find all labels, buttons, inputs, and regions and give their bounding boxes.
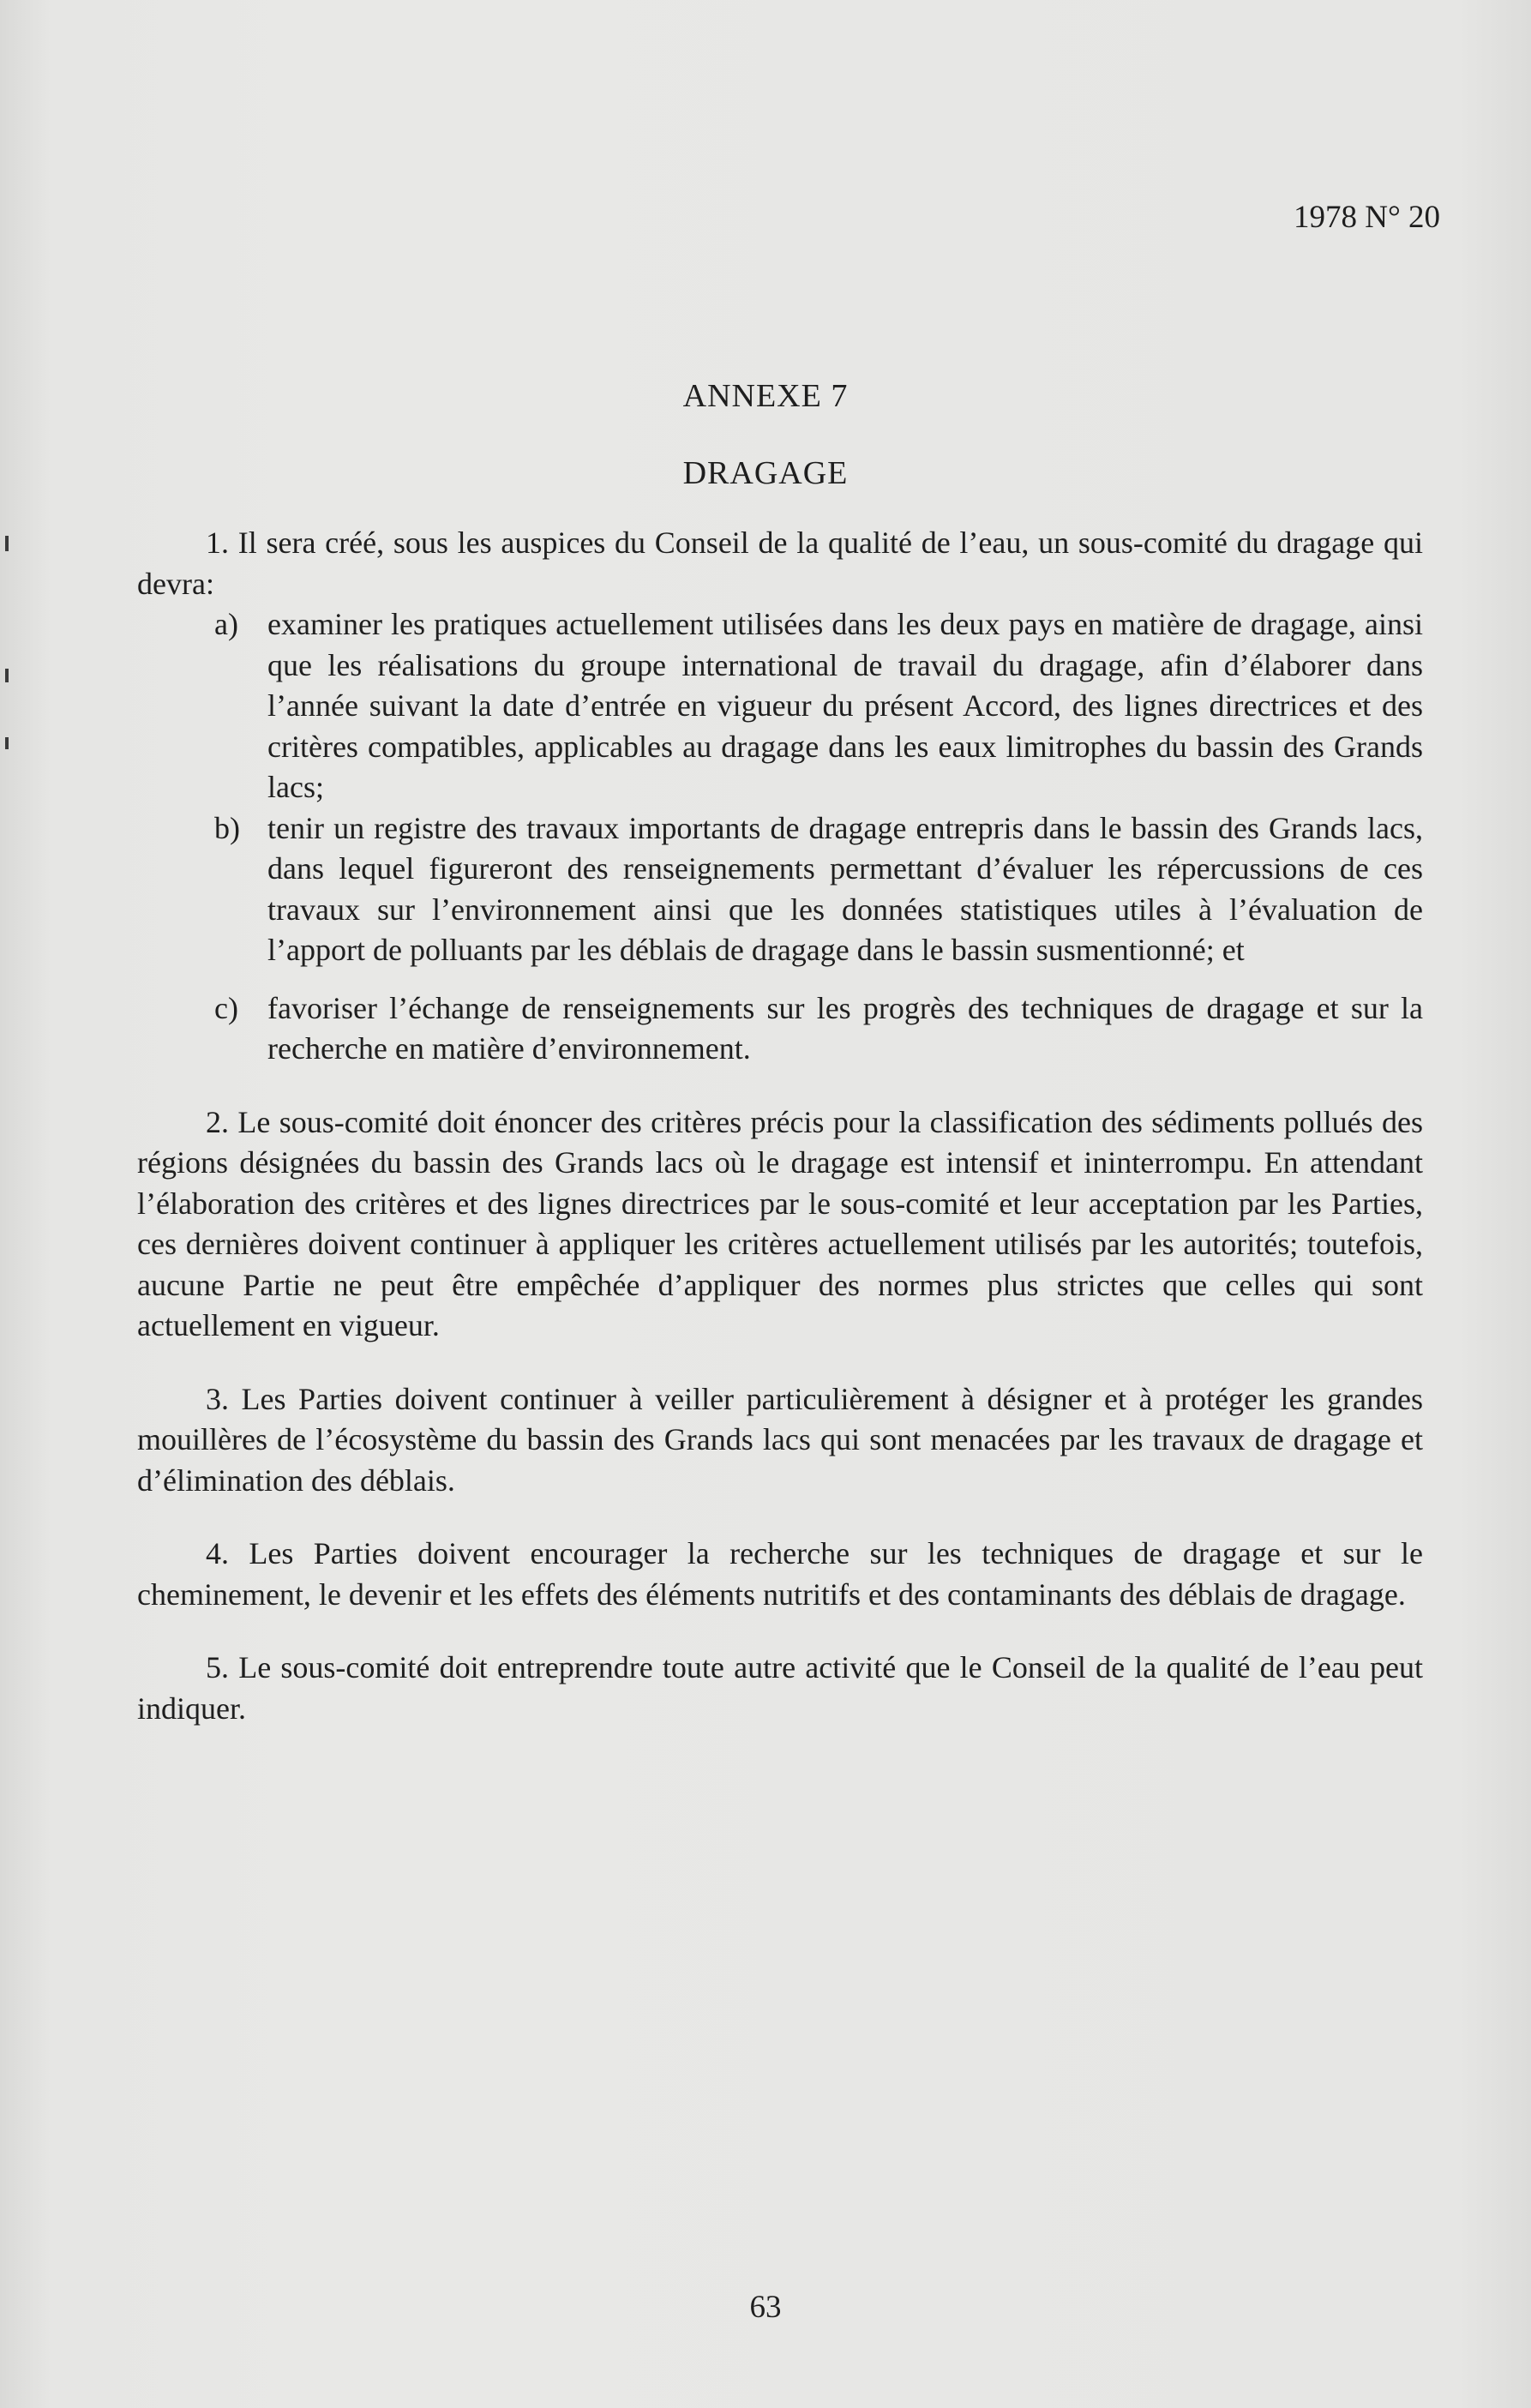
paragraph-2: 2. Le sous-comité doit énoncer des critères précis pour la classification des sédiments pollués des régions désignées du bassin des Grands lacs où le dragage est intensif et ininterrompu. En attendant l’élaboration des critères et des lignes directrices par le sous-comité et leur acceptation par les Parties, ces dernières doivent continuer à appliquer les critères actuellement utilisés par les autorités; toutefois, aucune Partie ne peut être empêchée d’appliquer des normes plus strictes que celles qui sont actuellement en vigueur. xyxy=(137,1104,1423,1342)
annex-subtitle: DRAGAGE xyxy=(682,455,849,491)
annex-title: ANNEXE 7 xyxy=(682,378,849,414)
page-number: 63 xyxy=(749,2290,782,2325)
list-item-letter: c) xyxy=(214,990,238,1025)
list-item xyxy=(214,604,1423,808)
list-item-text: tenir un registre des travaux importants de dragage entrepris dans le bassin des Grands lacs, dans lequel figureront des renseignements permettant d’évaluer les répercussions de ces travaux sur l’environnement ainsi que les données statistiques utiles à l’évaluation de l’apport de polluants par les déblais de dragage dans le bassin susmentionné; et xyxy=(267,810,1423,967)
document-reference: 1978 N° 20 xyxy=(1293,200,1440,235)
list-item-text: favoriser l’échange de renseignements sur les progrès des techniques de dragage et sur la recherche en matière d’environnement. xyxy=(267,990,1423,1066)
paragraph-1-intro: 1. Il sera créé, sous les auspices du Conseil de la qualité de l’eau, un sous-comité du dragage qui devra: xyxy=(137,525,1423,601)
list-item-letter: a) xyxy=(214,607,238,641)
list-item-letter: b) xyxy=(214,810,240,845)
list-item xyxy=(214,808,1423,971)
list-item-text: examiner les pratiques actuellement utilisées dans les deux pays en matière de dragage, ainsi que les réalisations du groupe international de travail du dragage, afin d’élaborer dans l’année suivant la date d’entrée en vigueur du présent Accord, des lignes directrices et des critères compatibles, applicables au dragage dans les eaux limitrophes du bassin des Grands lacs; xyxy=(267,607,1423,804)
paragraph-5: 5. Le sous-comité doit entreprendre toute autre activité que le Conseil de la qualité de l’eau peut indiquer. xyxy=(137,1650,1423,1726)
document-body xyxy=(137,523,1423,1729)
paragraph-3: 3. Les Parties doivent continuer à veiller particulièrement à désigner et à protéger les grandes mouillères de l’écosystème du bassin des Grands lacs qui sont menacées par les travaux de dragage et d’élimination des déblais. xyxy=(137,1381,1423,1498)
paragraph-4: 4. Les Parties doivent encourager la recherche sur les techniques de dragage et sur le cheminement, le devenir et les effets des éléments nutritifs et des contaminants des déblais de dragage. xyxy=(137,1536,1423,1612)
list-item xyxy=(214,988,1423,1070)
